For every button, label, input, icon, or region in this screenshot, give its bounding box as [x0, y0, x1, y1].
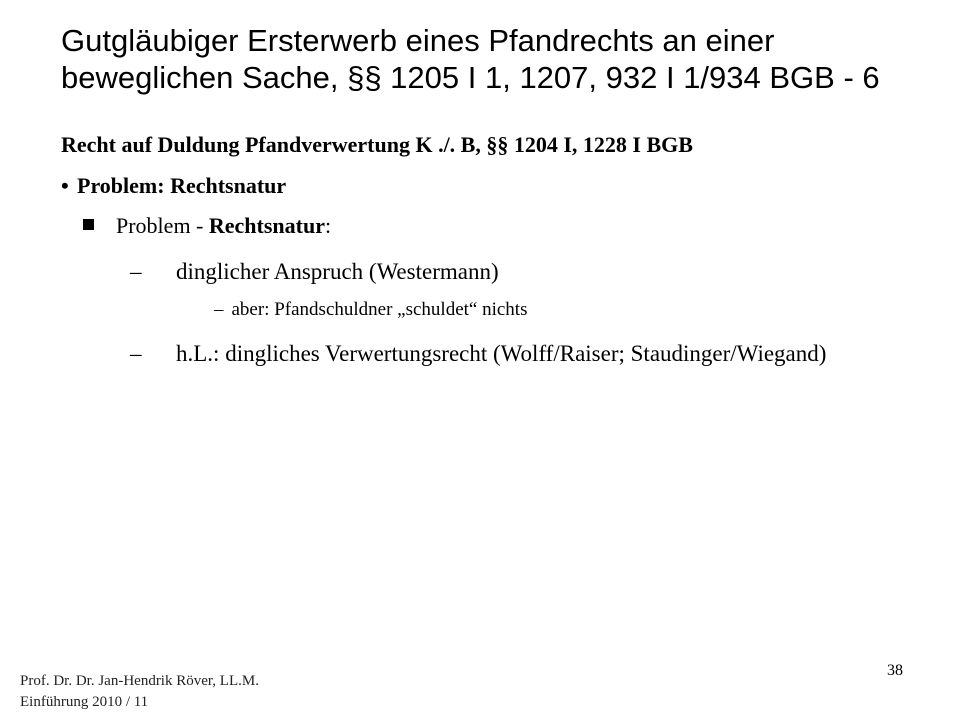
slide-title: Gutgläubiger Ersterwerb eines Pfandrechts an einer beweglichen Sache, §§ 1205 I 1, 1207, 932 I 1/934 BGB - 6 — [61, 23, 880, 95]
sub-bullet-suffix: : — [325, 213, 332, 238]
list-subitem-text: aber: Pfandschuldner „schuldet“ nichts — [231, 299, 528, 320]
square-bullet-icon — [83, 219, 94, 230]
bullet-dot-icon: • — [61, 173, 69, 198]
list-item-dinglicher-anspruch — [130, 256, 910, 288]
dash-icon: – — [130, 259, 142, 284]
sub-bullet-prefix: Problem - — [116, 213, 209, 238]
list-subitem-aber — [214, 299, 527, 321]
dash-icon: – — [214, 299, 224, 320]
footer — [20, 671, 259, 713]
section-heading: Recht auf Duldung Pfandverwertung K ./. B, §§ 1204 I, 1228 I BGB — [61, 132, 693, 157]
sub-bullet-bold: Rechtsnatur — [208, 213, 325, 238]
footer-author: Prof. Dr. Dr. Jan-Hendrik Röver, LL.M. — [20, 673, 259, 689]
footer-course: Einführung 2010 / 11 — [20, 694, 149, 710]
sub-bullet-problem — [83, 213, 331, 239]
list-item-text: dinglicher Anspruch (Westermann) — [176, 259, 499, 284]
page-number: 38 — [887, 662, 903, 679]
bullet-text: Problem: Rechtsnatur — [77, 173, 287, 198]
dash-icon: – — [130, 341, 142, 366]
list-item-text: h.L.: dingliches Verwertungsrecht (Wolff/Raiser; Staudinger/Wiegand) — [176, 341, 827, 366]
bullet-problem-rechtsnatur — [61, 173, 286, 199]
list-item-hl — [130, 338, 910, 370]
